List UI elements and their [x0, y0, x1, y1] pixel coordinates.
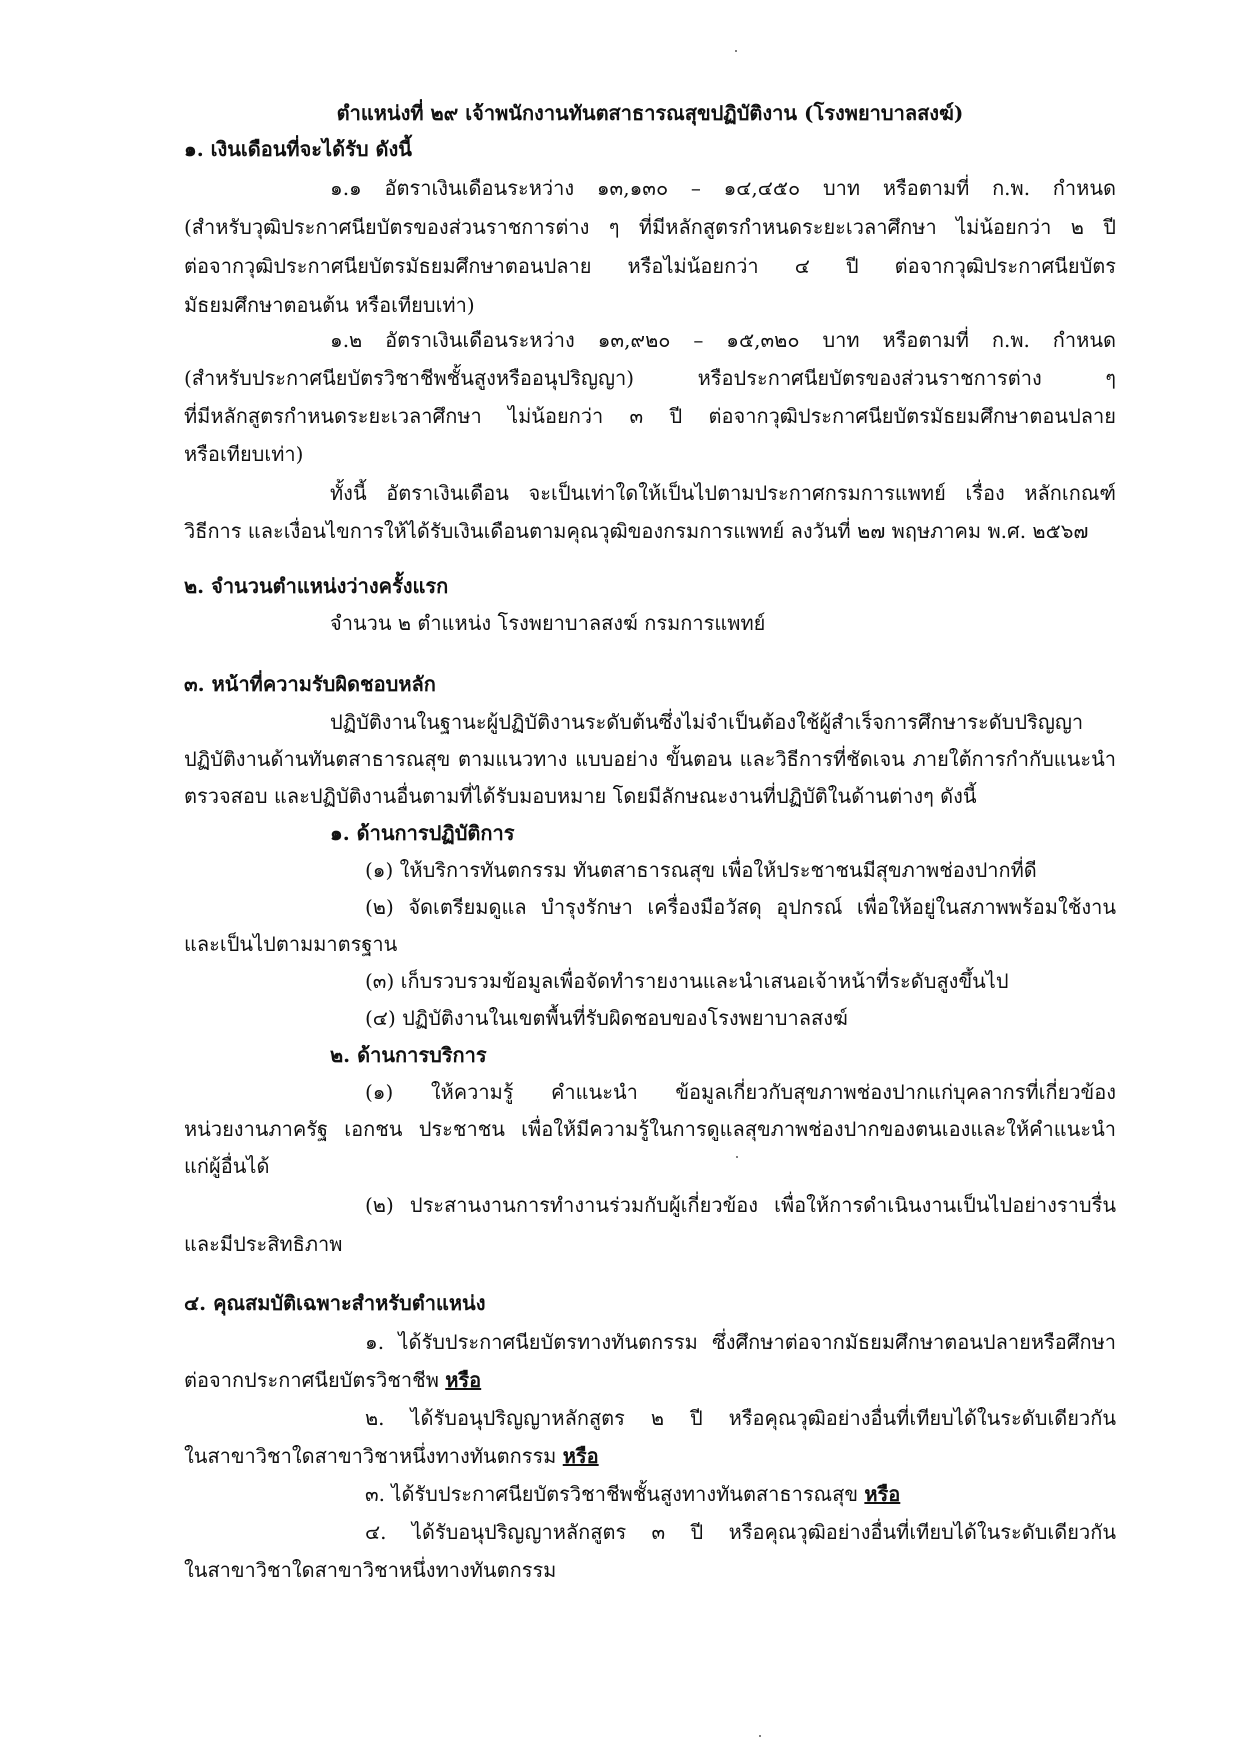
duty-item: (๒) ประสานงานการทำงานร่วมกับผู้เกี่ยวข้อง เพื่อให้การดำเนินงานเป็นไปอย่างราบรื่น [365, 1193, 1116, 1217]
subsection-heading: ๑. ด้านการปฏิบัติการ [330, 821, 515, 845]
qualification-item: ๒. ได้รับอนุปริญญาหลักสูตร ๒ ปี หรือคุณวุฒิอย่างอื่นที่เทียบได้ในระดับเดียวกัน [365, 1406, 1116, 1430]
paragraph-line: แก่ผู้อื่นได้ [184, 1154, 270, 1178]
paragraph-line [184, 1438, 1116, 1474]
paragraph-line: วิธีการ และเงื่อนไขการให้ได้รับเงินเดือนตามคุณวุฒิของกรมการแพทย์ ลงวันที่ ๒๗ พฤษภาคม พ.ศ. ๒๕๖๗ [184, 519, 1089, 543]
paragraph-line: ที่มีหลักสูตรกำหนดระยะเวลาศึกษา ไม่น้อยกว่า ๓ ปี ต่อจากวุฒิประกาศนียบัตรมัธยมศึกษาตอนปลาย [184, 404, 1116, 428]
or-keyword: หรือ [864, 1482, 901, 1506]
qualification-text: ๓. ได้รับประกาศนียบัตรวิชาชีพชั้นสูงทางทันตสาธารณสุข [365, 1482, 858, 1506]
paragraph-line: และมีประสิทธิภาพ [184, 1232, 343, 1256]
duty-item: (๔) ปฏิบัติงานในเขตพื้นที่รับผิดชอบของโรงพยาบาลสงฆ์ [365, 1006, 848, 1030]
scan-speck [735, 50, 737, 52]
paragraph-line: และเป็นไปตามมาตรฐาน [184, 932, 398, 956]
salary-rate-1: ๑.๑ อัตราเงินเดือนระหว่าง ๑๓,๑๓๐ – ๑๔,๔๕๐ บาท หรือตามที่ ก.พ. กำหนด [330, 176, 1116, 200]
paragraph-line: จำนวน ๒ ตำแหน่ง โรงพยาบาลสงฆ์ กรมการแพทย์ [330, 611, 766, 635]
qualification-item: ๑. ได้รับประกาศนียบัตรทางทันตกรรม ซึ่งศึกษาต่อจากมัธยมศึกษาตอนปลายหรือศึกษา [365, 1330, 1116, 1354]
qualification-text: ในสาขาวิชาใดสาขาวิชาหนึ่งทางทันตกรรม [184, 1444, 557, 1468]
qualification-item [365, 1476, 1116, 1512]
duty-item: (๑) ให้ความรู้ คำแนะนำ ข้อมูลเกี่ยวกับสุขภาพช่องปากแก่บุคลากรที่เกี่ยวข้อง [365, 1080, 1116, 1104]
duty-item: (๓) เก็บรวบรวมข้อมูลเพื่อจัดทำรายงานและนำเสนอเจ้าหน้าที่ระดับสูงขึ้นไป [365, 969, 1009, 993]
paragraph-line: มัธยมศึกษาตอนต้น หรือเทียบเท่า) [184, 293, 475, 317]
or-keyword: หรือ [562, 1444, 599, 1468]
duty-item: (๒) จัดเตรียมดูแล บำรุงรักษา เครื่องมือวัสดุ อุปกรณ์ เพื่อให้อยู่ในสภาพพร้อมใช้งาน [365, 895, 1116, 919]
paragraph-line: ปฏิบัติงานด้านทันตสาธารณสุข ตามแนวทาง แบบอย่าง ขั้นตอน และวิธีการที่ชัดเจน ภายใต้การกำกับแนะนำ [184, 747, 1116, 771]
subsection-heading: ๒. ด้านการบริการ [330, 1043, 487, 1067]
paragraph-line: หน่วยงานภาครัฐ เอกชน ประชาชน เพื่อให้มีความรู้ในการดูแลสุขภาพช่องปากของตนเองและให้คำแนะนำ [184, 1117, 1116, 1141]
paragraph-line: ในสาขาวิชาใดสาขาวิชาหนึ่งทางทันตกรรม [184, 1558, 557, 1582]
paragraph-line [184, 1362, 1116, 1398]
or-keyword: หรือ [445, 1368, 482, 1392]
qualification-item: ๔. ได้รับอนุปริญญาหลักสูตร ๓ ปี หรือคุณวุฒิอย่างอื่นที่เทียบได้ในระดับเดียวกัน [365, 1520, 1116, 1544]
paragraph-line: ตรวจสอบ และปฏิบัติงานอื่นตามที่ได้รับมอบหมาย โดยมีลักษณะงานที่ปฏิบัติในด้านต่างๆ ดังนี้ [184, 784, 977, 808]
qualification-text: ต่อจากประกาศนียบัตรวิชาชีพ [184, 1368, 439, 1392]
paragraph-line: (สำหรับวุฒิประกาศนียบัตรของส่วนราชการต่าง ๆ ที่มีหลักสูตรกำหนดระยะเวลาศึกษา ไม่น้อยกว่า ๒ ปี [184, 215, 1116, 239]
paragraph-line: (สำหรับประกาศนียบัตรวิชาชีพชั้นสูงหรืออนุปริญญา) หรือประกาศนียบัตรของส่วนราชการต่าง ๆ [184, 366, 1116, 390]
paragraph-line: ปฏิบัติงานในฐานะผู้ปฏิบัติงานระดับต้นซึ่งไม่จำเป็นต้องใช้ผู้สำเร็จการศึกษาระดับปริญญา [330, 710, 1084, 734]
section-1-heading: ๑. เงินเดือนที่จะได้รับ ดังนี้ [184, 137, 412, 161]
paragraph-line: หรือเทียบเท่า) [184, 442, 304, 466]
paragraph-line: ต่อจากวุฒิประกาศนียบัตรมัธยมศึกษาตอนปลาย หรือไม่น้อยกว่า ๔ ปี ต่อจากวุฒิประกาศนียบัตร [184, 254, 1116, 278]
scan-speck [759, 1735, 761, 1737]
section-3-heading: ๓. หน้าที่ความรับผิดชอบหลัก [184, 672, 436, 696]
section-2-heading: ๒. จำนวนตำแหน่งว่างครั้งแรก [184, 574, 449, 598]
salary-rate-2: ๑.๒ อัตราเงินเดือนระหว่าง ๑๓,๙๒๐ – ๑๕,๓๒๐ บาท หรือตามที่ ก.พ. กำหนด [330, 328, 1116, 352]
page-title: ตำแหน่งที่ ๒๙ เจ้าพนักงานทันตสาธารณสุขปฏิบัติงาน (โรงพยาบาลสงฆ์) [336, 101, 964, 125]
duty-item: (๑) ให้บริการทันตกรรม ทันตสาธารณสุข เพื่อให้ประชาชนมีสุขภาพช่องปากที่ดี [365, 858, 1037, 882]
section-4-heading: ๔. คุณสมบัติเฉพาะสำหรับตำแหน่ง [184, 1291, 486, 1315]
paragraph-line: ทั้งนี้ อัตราเงินเดือน จะเป็นเท่าใดให้เป็นไปตามประกาศกรมการแพทย์ เรื่อง หลักเกณฑ์ [330, 481, 1116, 505]
